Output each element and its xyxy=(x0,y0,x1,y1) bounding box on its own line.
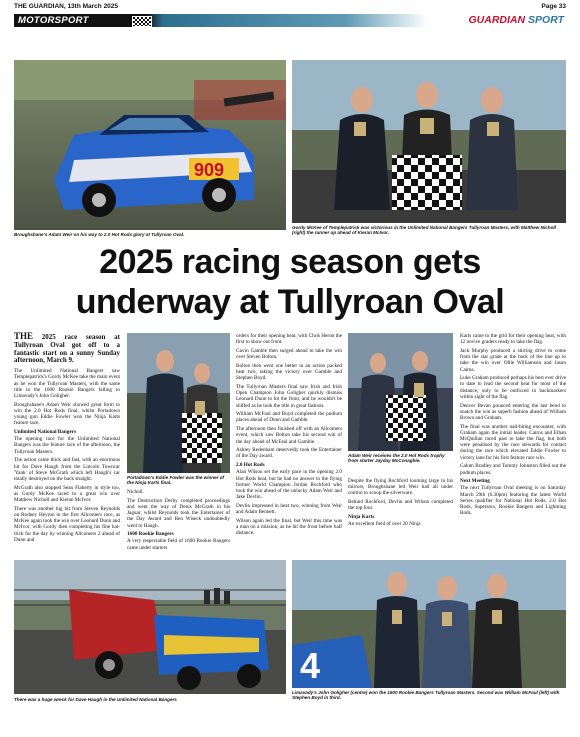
article-intro: THE 2025 race season at Tullyroan Oval got off to a fantastic start on a sunny Sunday afternoon, March 9. xyxy=(14,331,120,365)
section-banner xyxy=(14,14,566,27)
subheading: Ninja Karts xyxy=(348,514,375,521)
photo-caption: Gordy McKee of Templepatrick was victorious in the Unlimited National Bangers Tullyroan Masters, with Matthew Nicholl (right) the runner up ahead of Kieran McIvor. xyxy=(292,225,556,236)
article-column-3: orders for their opening heat, with Chris Heron the first to show out front. Gavin Gamble then surged ahead to take the win over Steven Bolton. Bolton then went one better in an action packed heat two, taking the victory over Gamble and Stephen Boyd. The Tullyroan Masters final saw Irish and Irish Open Champion John Goligher quickly dismiss Leonard Dunn to hit the front, and he wouldn't be shifted as he took the title in great fashion. William McFaul and Boyd completed the podium places ahead of Dunn and Gamble. The afternoon then finished off with an Allcomers event, which saw Bolton take his second win of the day ahead of McFaul and Gamble. Ashley Redenham deservedly took the Entertainer of the Day award. 2.0 Hot Rods Alan Wilson set the early pace in the opening 2.0 Hot Rods heat, but he had no answer to the flying former World Champion Jordan Rochford who took the win ahead of the unlucky Adam Weir and Jake Devlin. Devlin impressed in heat two, winning from Weir and Adam Bennett. Wilson again led the final, but Weir this time was a man on a mission, as he hit the front before half distance. xyxy=(236,333,342,537)
photo-podium-rookie-bangers xyxy=(292,560,566,688)
photo-wreck xyxy=(14,560,286,694)
masthead-date: THE GUARDIAN, 13th March 2025 xyxy=(14,3,119,10)
photo-ninja-karts-winner xyxy=(127,333,230,473)
headline xyxy=(14,242,566,322)
photo-caption: There was a huge wreck for Dave Haugh in the Unlimited National Bangers xyxy=(14,697,177,702)
subheading: Unlimited National Bangers xyxy=(14,429,76,436)
subheading: 1600 Rookie Bangers xyxy=(127,531,174,538)
subheading: Next Meeting xyxy=(460,478,490,485)
headline-line-2: underway at Tullyroan Oval xyxy=(75,283,505,321)
section-title: MOTORSPORT xyxy=(18,15,89,26)
photo-caption: Limavady's John Goligher (centre) won the 1600 Rookie Bangers Tullyroan Masters. Second was William McFaul (left) with Stephen Boyd in third. xyxy=(292,690,560,701)
photo-caption: Broughshane's Adam Weir on his way to 2.0 Hot Rods glory at Tullyroan Oval. xyxy=(14,232,185,237)
photo-caption: Adam Weir receives the 2.0 Hot Rods trophy from starter Jayday McConaghie. xyxy=(348,453,445,464)
chequered-flag-icon xyxy=(132,16,152,27)
article-column-5: Karts came to the grid for their opening heat, with 12 novice graders ready to take the flag. Jack Murphy produced a stirring drive to come from the star grade at the back of the line up to take the win over Ollie Williamson and Jason Cairns. Luke Graham produced perhaps his best ever drive to date to lead the second heat for most of the distance, only to be outfoxed in backmarkers within sight of the flag. Denver Bevan pounced entering the last bend to snatch the win as superb fashion ahead of William Brown and Graham. The final was another nail-biting encounter, with Graham again the initial leader. Cairns and Ethan McQuillan raced past to take the flag, but both were penalised by the race stewards for contact during the race which elevated Eddie Fowler to victory lane for his first feature race win. Calum Bradley and Tommy Johnston filled out the podium places. Next Meeting The next Tullyroan Oval meeting is on Saturday March 29th (6.30pm) featuring the latest World Series qualifier for National Hot Rods, 2.0 Hot Rods, Superstox, Rookie Bangers and Lightning Rods. xyxy=(460,333,566,517)
svg-text:4: 4 xyxy=(300,645,321,686)
photo-hot-rods-trophy xyxy=(348,333,453,451)
headline-line-1: 2025 racing season gets xyxy=(99,243,481,281)
masthead xyxy=(14,3,566,13)
photo-caption: Portadown's Eddie Fowler was the winner of the Ninja Karts final. xyxy=(127,475,225,486)
subheading: 2.0 Hot Rods xyxy=(236,462,265,469)
page-number: Page 33 xyxy=(541,3,566,10)
photo-podium-bangers xyxy=(292,60,566,223)
car-number: 909 xyxy=(194,160,225,180)
article-column-4: Despite the flying Rochford looming large in his mirrors, Broughshane led Weir had all under control to scoop the silverware. Behind Rochford, Devlin and Wilson completed the top four. Ninja Karts An excellent field of over 20 Ninja xyxy=(348,478,453,528)
article-column-2: Nicholl. The Destruction Derby completed proceedings and went the way of Denis McGrath in his Jaguar, whilst Reynolds took the Entertainer of the Day Award and Ben Wiseck undoubtedly went to Haugh. 1600 Rookie Bangers A very respectable field of 1600 Rookie Bangers came under starters xyxy=(127,489,230,551)
article-column-1: THE 2025 race season at Tullyroan Oval got off to a fantastic start on a sunny Sunday afternoon, March 9. The Unlimited National Bangers saw Templepatrick's Gordy McKee take the main event as he won the Tullyroan Masters, with the same title in the 1600 Rookie Bangers falling to Limavady's John Goligher. Broughshane's Adam Weir showed great form to win the 2.0 Hot Rods final, whilst Portadown young gun Eddie Fowler won the Ninja Karts feature race. Unlimited National Bangers The opening race for the Unlimited National Bangers was the feature race of the afternoon, the Tullyroan Masters. The action came thick and fast, with an enormous hit for Dave Haugh from the Lincoln Towncar 'Yank' of Steve McGrath which left Haugh's car totally destroyed on the back straight. McGrath also stopped Sean Flaherty in style too, as Gordy McKee raced to a great win over Matthew Nicholl and Kieran McIvor. There was another big hit from Steven Reynolds on Rodney Heyron in the first Allcomers race, as McKee again took the win over Leonard Dunn and McIvor, with Gordy then completing his fine hat-trick for the day by winning Allcomers 2 ahead of Dunn and xyxy=(14,331,120,543)
photo-hot-rod xyxy=(14,60,286,230)
brand-logo: GUARDIAN SPORT xyxy=(468,14,564,26)
